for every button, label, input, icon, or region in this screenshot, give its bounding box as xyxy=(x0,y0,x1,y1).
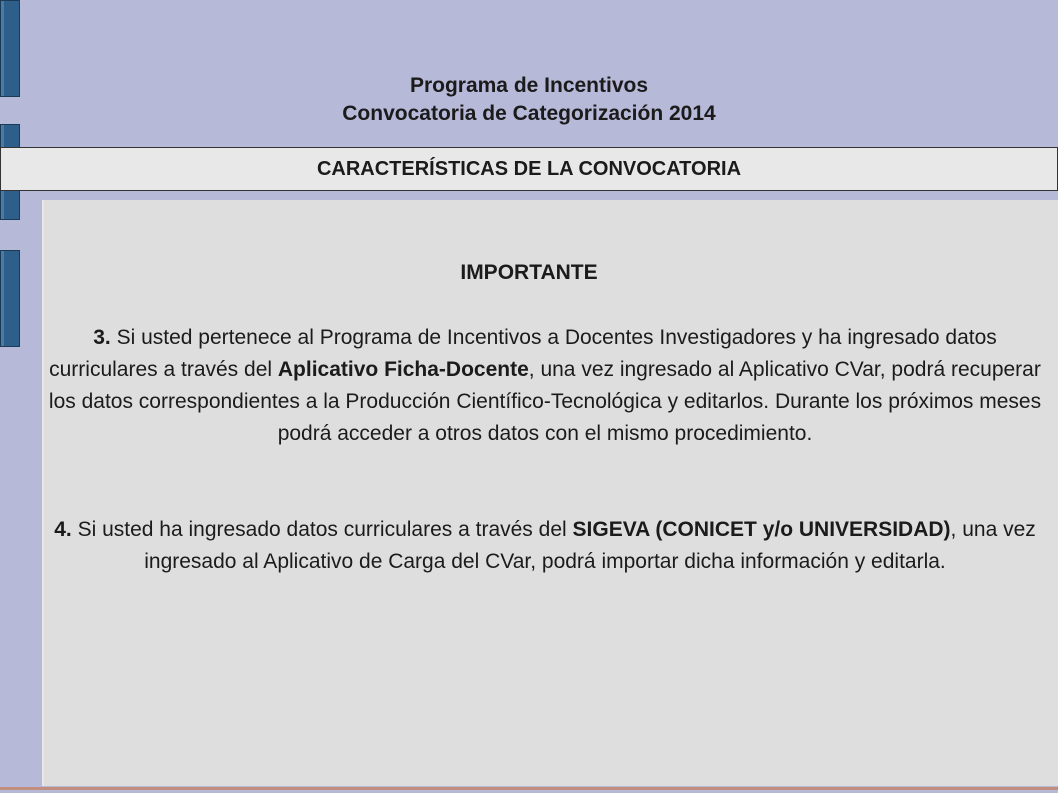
title-line-2: Convocatoria de Categorización 2014 xyxy=(342,102,716,125)
bottom-divider xyxy=(0,787,1058,790)
page-title xyxy=(0,72,1058,128)
title-line-1: Programa de Incentivos xyxy=(409,74,649,97)
para3-text-1: Si usted pertenece al Programa de Incentivos a Docentes Investigadores y ha ingresado datos curriculares a través del xyxy=(49,326,997,381)
paragraph-3 xyxy=(40,322,1050,450)
para3-bold: Aplicativo Ficha-Docente xyxy=(277,358,529,381)
important-heading: IMPORTANTE xyxy=(460,261,598,284)
para3-number: 3. xyxy=(93,326,111,349)
para4-bold: SIGEVA (CONICET y/o UNIVERSIDAD) xyxy=(572,518,951,541)
section-title: CARACTERÍSTICAS DE LA CONVOCATORIA xyxy=(316,158,742,180)
decorative-bar-3 xyxy=(0,190,20,220)
para3-text-2: , una vez ingresado al Aplicativo CVar, podrá recuperar los datos correspondientes a la Producción Científico-Tecnológica y editarlos. Durante los próximos meses podrá acceder a otros datos con el mismo procedimiento. xyxy=(48,358,1042,445)
para4-text-1: Si usted ha ingresado datos curriculares a través del xyxy=(71,518,573,541)
para4-number: 4. xyxy=(54,518,72,541)
paragraph-4 xyxy=(40,514,1050,578)
para4-text-2: , una vez ingresado al Aplicativo de Carga del CVar, podrá importar dicha información y editarla. xyxy=(144,518,1036,573)
